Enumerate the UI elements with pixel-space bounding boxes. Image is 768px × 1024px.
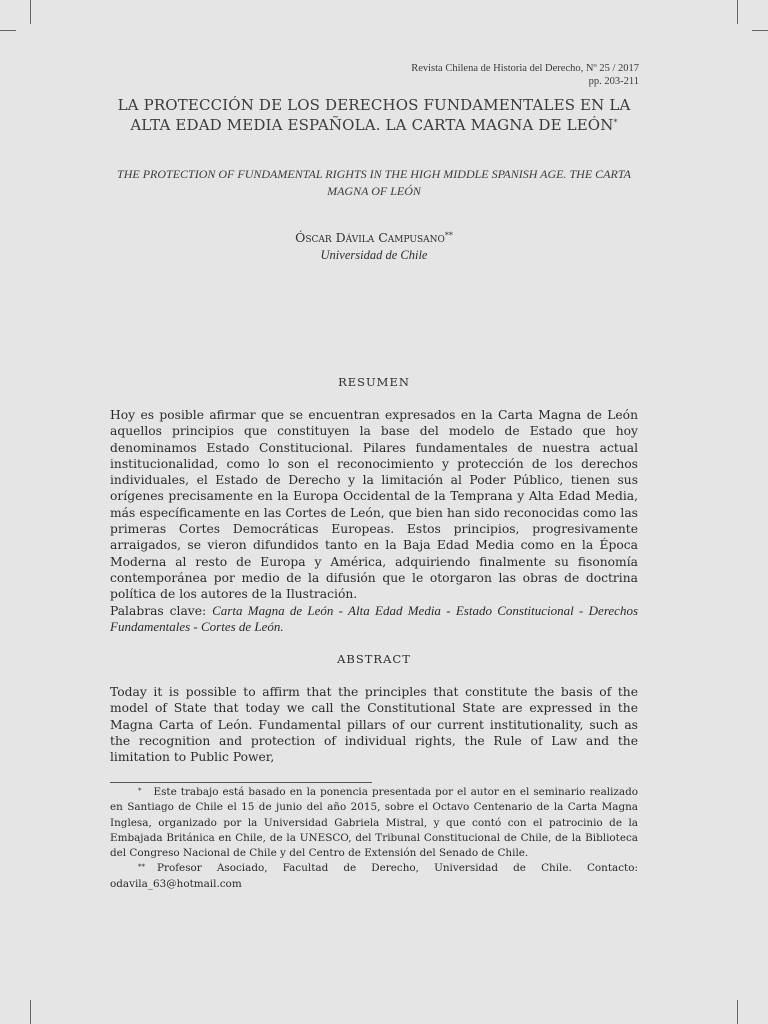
footnote-1-text: Este trabajo está basado en la ponencia presentada por el autor en el seminario realizado en Santiago de Chile el 15 de junio del año 2015, sobre el Octavo Centenario de la Carta Magna Inglesa, organizado por la Universidad Gabriela Mistral, y que contó con el patrocinio de la Embajada Británica en Chile, de la UNESCO, del Tribunal Constitucional de Chile, de la Biblioteca del Congreso Nacional de Chile y del Centro de Extensión del Senado de Chile. — [110, 786, 638, 860]
footnote-2-mark: ** — [138, 863, 145, 872]
abstract-heading: ABSTRACT — [337, 652, 411, 666]
footnote-1-mark: * — [138, 787, 142, 795]
article-title-english: THE PROTECTION OF FUNDAMENTAL RIGHTS IN THE HIGH MIDDLE SPANISH AGE. THE CARTA MAGNA OF LEÓN — [117, 167, 631, 198]
journal-citation: Revista Chilena de Historia del Derecho, Nº 25 / 2017 — [411, 63, 639, 74]
crop-mark-top-left — [30, 0, 31, 24]
author-footnote-mark: ** — [444, 231, 453, 240]
title-footnote-mark: * — [613, 118, 618, 127]
footnote-2-text: Profesor Asociado, Facultad de Derecho, Universidad de Chile. Contacto: odavila_63@hotmail.com — [110, 862, 638, 890]
resumen-heading: RESUMEN — [338, 375, 410, 389]
abstract-paragraph: Today it is possible to affirm that the principles that constitute the basis of the model of State that today we call the Constitutional State are expressed in the Magna Carta of León. Fundamental pillars of our current institutionality, such as the recognition and protection of individual rights, the Rule of Law and the limitation to Public Power, — [110, 685, 638, 765]
crop-mark-top-right-h — [752, 30, 768, 31]
article-title-spanish — [108, 95, 640, 135]
keywords-values: Carta Magna de León - Alta Edad Media - Estado Constitucional - Derechos Fundamentales - Cortes de León. — [110, 603, 639, 635]
crop-mark-top-left-h — [0, 30, 16, 31]
resumen-paragraph: Hoy es posible afirmar que se encuentran expresados en la Carta Magna de León aquellos principios que constituyen la base del modelo de Estado que hoy denominamos Estado Constitucional. Pilares fundamentales de nuestra actual institucionalidad, como lo son el reconocimiento y protección de los derechos individuales, el Estado de Derecho y la limitación al Poder Público, tienen sus orígenes precisamente en la Europa Occidental de la Temprana y Alta Edad Media, más específicamente en las Cortes de León, que bien han sido reconocidas como las primeras Cortes Democráticas Europeas. Estos principios, progresivamente arraigados, se vieron difundidos tanto en la Baja Edad Media como en la Época Moderna al resto de Europa y América, adquiriendo finalmente su fisonomía contemporánea por medio de la difusión que le otorgaron las obras de doctrina política de los autores de la Ilustración. — [110, 408, 638, 602]
footnote-1 — [110, 785, 638, 861]
footnote-separator — [110, 782, 372, 783]
journal-pages: pp. 203-211 — [588, 76, 639, 87]
keywords — [110, 603, 638, 636]
resumen-body — [110, 407, 638, 603]
crop-mark-bottom-left — [30, 1000, 31, 1024]
title-es-text: LA PROTECCIÓN DE LOS DERECHOS FUNDAMENTALES EN LA ALTA EDAD MEDIA ESPAÑOLA. LA CARTA MAGNA DE LEÓN — [117, 96, 631, 134]
author-affiliation: Universidad de Chile — [320, 248, 428, 262]
keywords-paragraph — [110, 603, 638, 636]
footnotes — [110, 785, 638, 892]
keywords-label: Palabras clave: — [110, 604, 207, 618]
footnote-2 — [110, 861, 638, 892]
author-name-text: Óscar Dávila Campusano — [295, 230, 445, 245]
abstract-body — [110, 684, 638, 765]
journal-header — [379, 62, 639, 88]
author-name — [108, 230, 640, 246]
crop-mark-bottom-right — [737, 1000, 738, 1024]
crop-mark-top-right — [737, 0, 738, 24]
